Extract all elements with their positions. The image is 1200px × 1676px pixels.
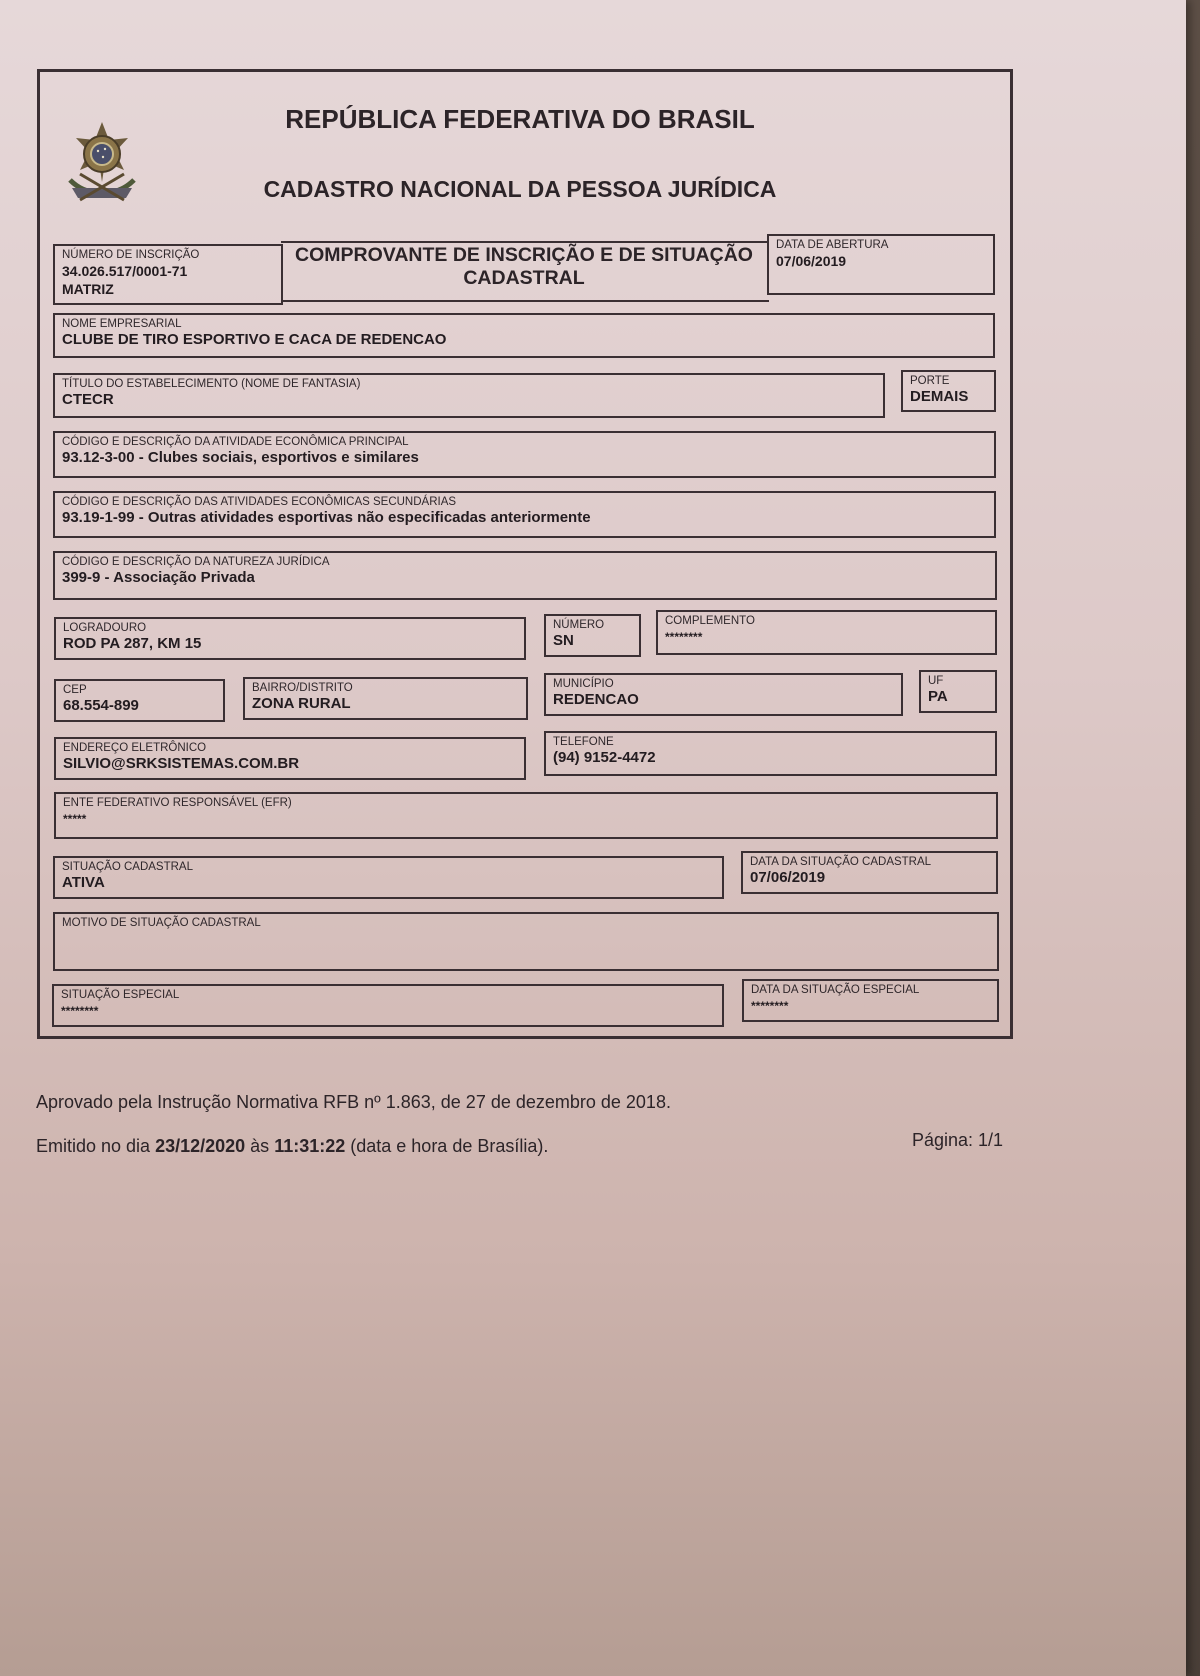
numero-inscricao-label: NÚMERO DE INSCRIÇÃO — [62, 249, 200, 261]
numero-label: NÚMERO — [553, 619, 605, 631]
telefone-value: (94) 9152-4472 — [553, 749, 656, 766]
complemento-value: ******** — [665, 630, 703, 644]
complemento-field — [656, 610, 997, 655]
atividade-principal-value: 93.12-3-00 - Clubes sociais, esportivos e similares — [62, 449, 419, 466]
natureza-juridica-field — [53, 551, 997, 600]
comprovante-title: COMPROVANTE DE INSCRIÇÃO E DE SITUAÇÃO CADASTRAL — [295, 244, 753, 289]
aprovado-text: Aprovado pela Instrução Normativa RFB nº 1.863, de 27 de dezembro de 2018. — [36, 1092, 671, 1112]
emitido-date: 23/12/2020 — [155, 1136, 246, 1156]
natureza-juridica-label: CÓDIGO E DESCRIÇÃO DA NATUREZA JURÍDICA — [62, 556, 330, 568]
numero-inscricao-value: 34.026.517/0001-71 — [62, 263, 188, 279]
logradouro-value: ROD PA 287, KM 15 — [63, 635, 202, 652]
porte-label: PORTE — [910, 375, 950, 387]
nome-empresarial-label: NOME EMPRESARIAL — [62, 318, 182, 330]
logradouro-label: LOGRADOURO — [63, 622, 147, 634]
atividade-principal-field — [53, 431, 996, 478]
matriz-value: MATRIZ — [62, 281, 114, 297]
situacao-especial-value: ******** — [61, 1004, 99, 1018]
titulo-estabelecimento-field — [53, 373, 885, 418]
porte-value: DEMAIS — [910, 388, 969, 405]
email-field — [54, 737, 526, 780]
efr-field — [54, 792, 998, 839]
motivo-situacao-field — [53, 912, 999, 971]
efr-value: ***** — [63, 812, 87, 826]
natureza-juridica-value: 399-9 - Associação Privada — [62, 569, 255, 586]
complemento-label: COMPLEMENTO — [665, 615, 755, 627]
bairro-label: BAIRRO/DISTRITO — [252, 682, 353, 694]
atividades-secundarias-label: CÓDIGO E DESCRIÇÃO DAS ATIVIDADES ECONÔMICAS SECUNDÁRIAS — [62, 496, 457, 508]
telefone-label: TELEFONE — [553, 736, 614, 748]
titulo-label: TÍTULO DO ESTABELECIMENTO (NOME DE FANTASIA) — [62, 378, 361, 390]
uf-field — [919, 670, 997, 713]
nome-empresarial-value: CLUBE DE TIRO ESPORTIVO E CACA DE REDENCAO — [62, 331, 447, 348]
data-situacao-cadastral-field — [741, 851, 998, 894]
data-situacao-especial-value: ******** — [751, 999, 789, 1013]
situacao-especial-field — [52, 984, 724, 1027]
emitido-text — [36, 1136, 548, 1157]
cep-value: 68.554-899 — [63, 697, 139, 714]
numero-field — [544, 614, 641, 657]
email-label: ENDEREÇO ELETRÔNICO — [63, 742, 207, 754]
logradouro-field — [54, 617, 526, 660]
data-situacao-cadastral-label: DATA DA SITUAÇÃO CADASTRAL — [750, 856, 932, 868]
uf-label: UF — [928, 675, 944, 687]
data-abertura-field — [767, 234, 995, 295]
data-abertura-value: 07/06/2019 — [776, 253, 847, 269]
numero-value: SN — [553, 632, 574, 649]
efr-label: ENTE FEDERATIVO RESPONSÁVEL (EFR) — [63, 797, 292, 809]
emitido-time: 11:31:22 — [274, 1136, 346, 1156]
bairro-value: ZONA RURAL — [252, 695, 351, 712]
data-situacao-especial-label: DATA DA SITUAÇÃO ESPECIAL — [751, 984, 920, 996]
telefone-field — [544, 731, 997, 776]
municipio-label: MUNICÍPIO — [553, 678, 614, 690]
atividades-secundarias-value: 93.19-1-99 - Outras atividades esportivas não especificadas anteriormente — [62, 509, 591, 526]
municipio-value: REDENCAO — [553, 691, 639, 708]
titulo-value: CTECR — [62, 391, 114, 408]
emitido-prefix: Emitido no dia — [36, 1136, 156, 1156]
data-abertura-label: DATA DE ABERTURA — [776, 239, 889, 251]
email-value: SILVIO@SRKSISTEMAS.COM.BR — [63, 755, 300, 772]
nome-empresarial-field — [53, 313, 995, 358]
data-situacao-especial-field — [742, 979, 999, 1022]
bairro-field — [243, 677, 528, 720]
porte-field — [901, 370, 996, 412]
brazil-coat-of-arms-icon — [62, 118, 142, 206]
motivo-situacao-label: MOTIVO DE SITUAÇÃO CADASTRAL — [62, 917, 261, 929]
cnpj-title: CADASTRO NACIONAL DA PESSOA JURÍDICA — [263, 176, 777, 202]
emitido-mid: às — [245, 1136, 275, 1156]
cep-field — [54, 679, 225, 722]
emitido-suffix: (data e hora de Brasília). — [345, 1136, 549, 1156]
uf-value: PA — [928, 688, 948, 705]
situacao-cadastral-label: SITUAÇÃO CADASTRAL — [62, 861, 193, 873]
situacao-cadastral-field — [53, 856, 724, 899]
atividade-principal-label: CÓDIGO E DESCRIÇÃO DA ATIVIDADE ECONÔMICA PRINCIPAL — [62, 436, 409, 448]
municipio-field — [544, 673, 903, 716]
cep-label: CEP — [63, 684, 87, 696]
data-situacao-cadastral-value: 07/06/2019 — [750, 869, 826, 886]
situacao-especial-label: SITUAÇÃO ESPECIAL — [61, 989, 180, 1001]
numero-inscricao-field — [53, 244, 283, 305]
situacao-cadastral-value: ATIVA — [62, 874, 105, 891]
page-number: Página: 1/1 — [912, 1130, 1004, 1150]
republic-title: REPÚBLICA FEDERATIVA DO BRASIL — [285, 104, 755, 134]
atividades-secundarias-field — [53, 491, 996, 538]
